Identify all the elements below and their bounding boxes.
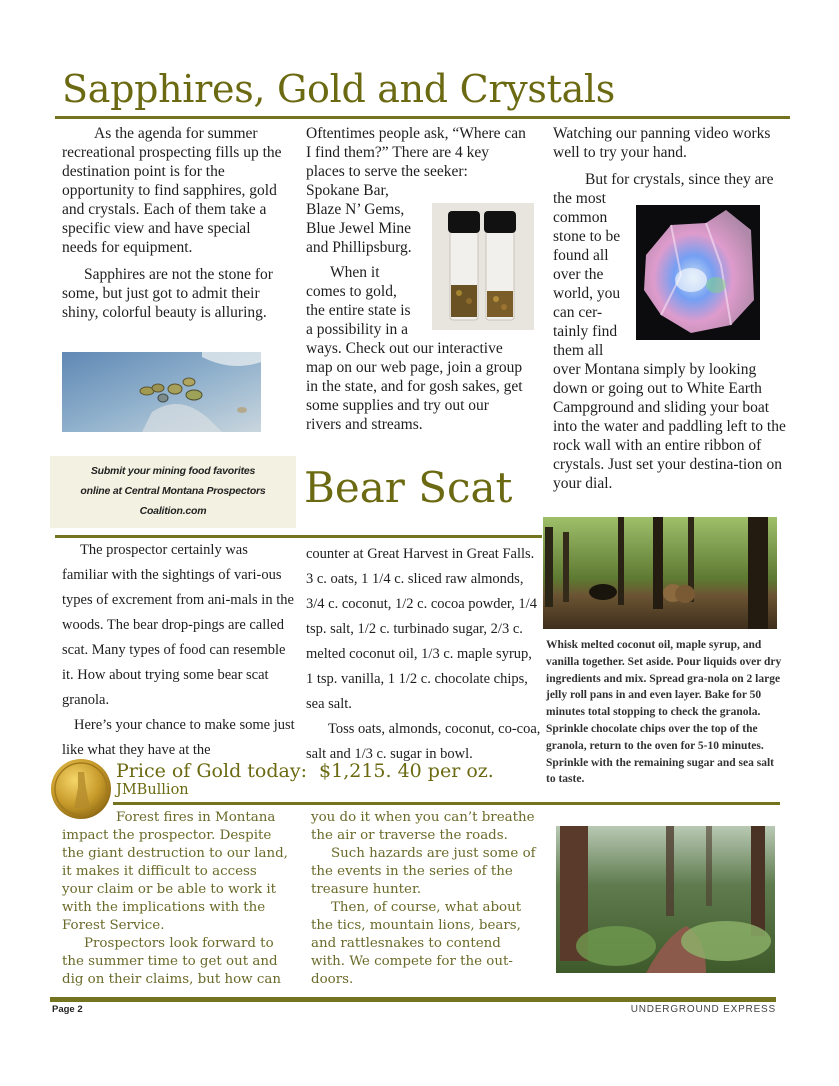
text-line: ways. Check out our interactive map on our web page, join a group in the state, and for gosh sakes, get some supplies and try out our rivers and streams. xyxy=(306,340,523,433)
text-line: them all xyxy=(553,342,604,359)
paragraph: As the agenda for summer recreational prospecting fills up the destination point is for the opportunity to find sapphires, gold and crystals. Each of them take a specific view and have special needs for equipment. xyxy=(62,125,282,256)
bear-scat-column-1 xyxy=(62,538,296,763)
text-line: found all xyxy=(553,247,609,264)
gold-vials-image xyxy=(432,203,534,330)
footer-divider xyxy=(50,997,776,1002)
text-line: the most xyxy=(553,190,606,207)
text-line: and Phillipsburg. xyxy=(306,239,412,256)
article-column-1 xyxy=(62,124,284,330)
paragraph: Forest fires in Montana impact the prospector. Despite the giant destruction to our land, it makes it difficult to access your claim or be able to work it with the implications with the Forest Service. xyxy=(62,810,288,933)
text-line: But for crystals, since they are xyxy=(585,171,774,188)
gold-price-source: JMBullion xyxy=(116,782,189,798)
forest-fires-column-1 xyxy=(62,809,290,989)
paragraph: Sapphires are not the stone for some, but just got to admit their shiny, colorful beauty is alluring. xyxy=(62,266,273,321)
bears-in-forest-illustration xyxy=(543,517,777,629)
paragraph: counter at Great Harvest in Great Falls. 3 c. oats, 1 1/4 c. sliced raw almonds, 3/4 c. coconut, 1/2 c. cocoa powder, 1/4 tsp. salt, 1/2 c. turbinado sugar, 2/3 c. melted coconut oil, 1/3 c. maple syrup, 1 tsp. vanilla, 1 1/2 c. chocolate chips, sea salt. xyxy=(306,546,537,712)
paragraph: Then, of course, what about the tics, mountain lions, bears, and rattlesnakes to contend with. We compete for the out-doors. xyxy=(311,900,522,987)
text-line: over Montana simply by looking down or going out to White Earth Campground and sliding your boat into the water and paddling left to the rock wall with an entire ribbon of crystals. Just set your destina-tion on your dial. xyxy=(553,361,786,492)
gold-price-value: $1,215. 40 per oz. xyxy=(319,760,494,782)
gold-price-label: Price of Gold today: xyxy=(116,760,307,782)
crystal-illustration xyxy=(636,205,760,340)
text-line: When it xyxy=(330,264,380,281)
gold-vials-illustration xyxy=(432,203,534,330)
text-line: Spokane Bar, xyxy=(306,182,389,199)
section-title-bear-scat: Bear Scat xyxy=(304,463,513,512)
text-line: tainly find xyxy=(553,323,618,340)
text-line: stone to be xyxy=(553,228,621,245)
paragraph: you do it when you can’t breathe the air or traverse the roads. xyxy=(311,810,535,843)
text-line: Oftentimes people ask, “Where can I find them?” There are 4 key places to serve the seeker: xyxy=(306,125,526,180)
sapphires-image xyxy=(62,352,261,432)
sidebar-line: Coalition.com xyxy=(139,505,207,517)
paragraph: Prospectors look forward to the summer time to get out and dig on their claims, but how can xyxy=(62,936,281,987)
paragraph: Toss oats, almonds, coconut, co-coa, salt and 1/3 c. sugar in bowl. xyxy=(306,721,541,762)
bear-scat-column-2 xyxy=(306,542,542,767)
text-line: world, you xyxy=(553,285,621,302)
sidebar-line: Submit your mining food favorites xyxy=(90,465,256,477)
forest-fires-column-2 xyxy=(311,809,539,989)
paragraph: The prospector certainly was familiar with the sightings of vari-ous types of excrement from ani-mals in the woods. The bear drop-pings are called scat. Many types of food can resemble it. How about trying some bear scat granola. xyxy=(62,542,294,708)
text-line: over the xyxy=(553,266,604,283)
text-line: Blue Jewel Mine xyxy=(306,220,412,237)
section-title-sapphires: Sapphires, Gold and Crystals xyxy=(62,67,615,111)
forest-trail-illustration xyxy=(556,826,775,973)
text-line: a possibility in a xyxy=(306,321,409,338)
paragraph: Watching our panning video works well to try your hand. xyxy=(553,125,771,161)
page-number: Page 2 xyxy=(52,1004,83,1015)
text-line: can cer- xyxy=(553,304,603,321)
title-divider xyxy=(55,116,790,119)
sapphires-in-water-illustration xyxy=(62,352,261,432)
submit-favorites-box xyxy=(50,456,296,528)
paragraph: Here’s your chance to make some just like what they have at the xyxy=(62,717,295,758)
paragraph: Such hazards are just some of the events in the series of the treasure hunter. xyxy=(311,846,536,897)
gold-price-heading xyxy=(116,760,494,782)
text-line: common xyxy=(553,209,608,226)
crystal-image xyxy=(636,205,760,340)
sidebar-line: online at Central Montana Prospectors xyxy=(80,485,266,497)
text-line: the entire state is xyxy=(306,302,411,319)
bears-image xyxy=(543,517,777,629)
text-line: Blaze N’ Gems, xyxy=(306,201,405,218)
gold-price-divider xyxy=(113,802,780,805)
recipe-caption: Whisk melted coconut oil, maple syrup, and vanilla together. Set aside. Pour liquids over dry ingredients and mix. Spread gra-nola on 2 large jelly roll pans in and even layer. Bake for 50 minutes total stopping to check the granola. Sprinkle chocolate chips over the top of the granola, return to the oven for 5-10 minutes. Sprinkle with the remaining sugar and sea salt to taste. xyxy=(546,639,782,786)
forest-trail-image xyxy=(556,826,775,973)
text-line: comes to gold, xyxy=(306,283,397,300)
publication-name: UNDERGROUND EXPRESS xyxy=(630,1004,776,1015)
